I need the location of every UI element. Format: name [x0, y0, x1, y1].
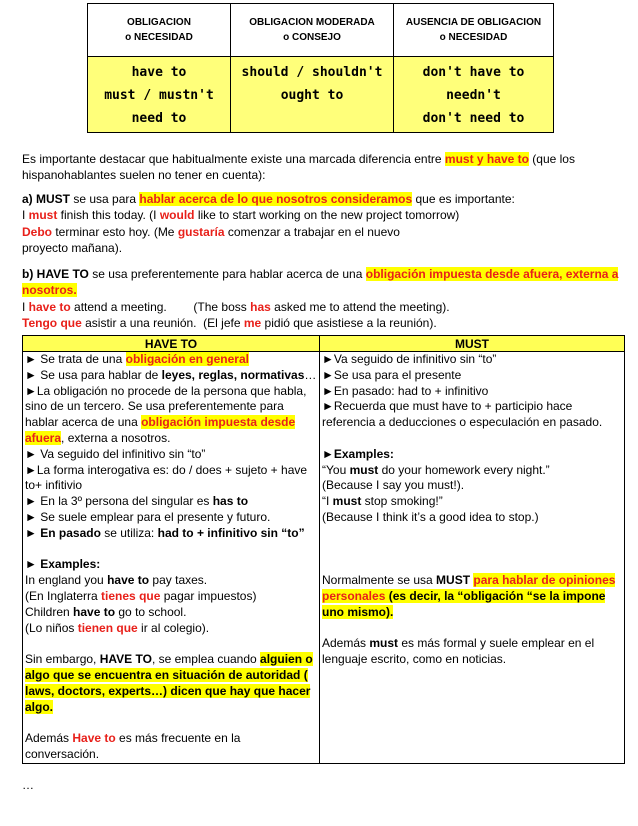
text: (que los hispanohablantes suelen no tener en cuenta):	[22, 152, 575, 183]
highlight: obligación en general	[125, 352, 249, 366]
bold: En pasado	[40, 525, 101, 540]
text: ► Se usa para hablar de	[25, 367, 162, 382]
text: go to school.	[115, 604, 187, 619]
keyword: have to	[28, 299, 71, 314]
line	[25, 368, 317, 384]
header-line: AUSENCIA DE OBLIGACION	[405, 17, 542, 28]
verb-item: must / mustn't	[104, 88, 214, 103]
bold: must	[369, 636, 399, 651]
verb-item: needn't	[446, 88, 501, 103]
keyword: me	[243, 316, 262, 331]
section-a	[22, 191, 622, 257]
text: que es importante:	[412, 192, 515, 206]
label: b) HAVE TO	[22, 267, 89, 281]
text: In england you	[25, 573, 108, 588]
text: Además	[322, 636, 370, 651]
line: (Because I think it’s a good idea to stop.)	[322, 509, 539, 524]
section-a-heading	[22, 191, 622, 207]
keyword: would	[159, 208, 195, 223]
line: ►En pasado: had to + infinitivo	[322, 383, 489, 398]
spacer	[322, 431, 622, 447]
header-ausencia	[394, 4, 554, 57]
line	[25, 589, 317, 605]
text: finish this today. (I	[57, 208, 160, 223]
text: (En Inglaterra	[25, 588, 102, 603]
text: se utiliza:	[100, 525, 158, 540]
text: attend a meeting. (The boss	[70, 299, 251, 314]
keyword: Have to	[72, 731, 116, 746]
section-b-heading	[22, 266, 622, 299]
line	[25, 652, 317, 715]
text: es más formal y suele emplear en el lenguaje escrito, como en noticias.	[322, 636, 595, 667]
examples-label: ►Examples:	[322, 446, 394, 461]
text: terminar esto hoy. (Me	[52, 224, 178, 239]
ellipsis: …	[22, 778, 34, 792]
line	[322, 494, 622, 510]
spacer	[25, 542, 317, 558]
text: se usa para	[70, 192, 140, 206]
verb-item: don't need to	[422, 111, 525, 126]
keyword: has	[250, 299, 271, 314]
text: pay taxes.	[149, 573, 208, 588]
bold: has to	[212, 494, 249, 509]
highlight: obligación impuesta desde afuera, externa a nosotros.	[22, 267, 619, 298]
spacer	[25, 636, 317, 652]
header-moderada	[231, 4, 394, 57]
header-obligacion	[88, 4, 231, 57]
example-en	[22, 207, 622, 223]
spacer	[322, 542, 622, 558]
comparison-table	[22, 335, 625, 764]
bold: leyes, reglas, normativas	[161, 367, 305, 382]
keyword: gustaría	[177, 224, 225, 239]
text: ►	[25, 525, 41, 540]
verb-item: ought to	[280, 88, 344, 103]
highlight: para hablar de opiniones personales	[322, 573, 616, 603]
spacer	[322, 557, 622, 573]
section-b	[22, 266, 622, 332]
keyword: must	[28, 208, 58, 223]
line	[25, 526, 317, 542]
header-line: o CONSEJO	[283, 32, 341, 43]
column-header-have-to: HAVE TO	[23, 336, 320, 352]
keyword: tienes que	[101, 588, 161, 603]
line	[322, 636, 622, 668]
cell-obligacion	[88, 57, 231, 133]
highlight: alguien o algo que se encuentra en situación de autoridad ( laws, doctors, experts…) dicen que hay que hacer algo.	[25, 652, 313, 714]
header-line: o NECESIDAD	[439, 32, 508, 43]
bold: had to + infinitivo sin “to”	[157, 525, 305, 540]
line	[322, 573, 622, 620]
text: …	[304, 367, 317, 382]
text: Además	[25, 731, 73, 746]
text: do your homework every night.”	[378, 462, 550, 477]
line	[25, 573, 317, 589]
example-es	[22, 224, 442, 257]
text: Es importante destacar que habitualmente existe una marcada diferencia entre	[22, 152, 445, 166]
bold: have to	[73, 604, 116, 619]
text: comenzar a trabajar en el nuevo proyecto mañana).	[22, 224, 400, 256]
spacer	[322, 621, 622, 637]
text: like to start working on the new project tomorrow)	[194, 208, 460, 223]
line: ►Se usa para el presente	[322, 367, 462, 382]
label: a) MUST	[22, 192, 70, 206]
highlight: obligación impuesta desde afuera	[25, 415, 296, 445]
line	[25, 494, 317, 510]
have-to-cell	[23, 352, 320, 764]
line	[25, 731, 317, 763]
spacer	[322, 526, 622, 542]
keyword: tienen que	[77, 620, 138, 635]
keyword: Debo	[22, 224, 52, 239]
bold: have to	[107, 573, 150, 588]
text: ► Se trata de una	[25, 352, 126, 366]
keyword: Tengo que	[22, 316, 82, 331]
line	[25, 352, 317, 368]
line: ►Va seguido de infinitivo sin “to”	[322, 352, 497, 366]
text: pagar impuestos)	[160, 588, 257, 603]
bold: MUST	[436, 573, 471, 588]
text: Children	[25, 604, 74, 619]
verb-item: should / shouldn't	[241, 65, 383, 80]
text: “I	[322, 494, 333, 509]
text: , se emplea cuando	[151, 652, 261, 667]
text: Normalmente se usa	[322, 573, 437, 588]
text: Sin embargo,	[25, 652, 100, 667]
cell-moderada	[231, 57, 394, 133]
header-line: OBLIGACION	[127, 17, 191, 28]
text: asistir a una reunión. (El jefe	[81, 316, 244, 331]
text: es más frecuente en la conversación.	[25, 731, 241, 761]
line: ► Se suele emplear para el presente y futuro.	[25, 509, 271, 524]
verb-item: have to	[131, 65, 187, 80]
text: ir al colegio).	[137, 620, 210, 635]
line: ► Va seguido del infinitivo sin “to”	[25, 446, 206, 461]
highlight: must y have to	[444, 152, 529, 166]
line	[25, 621, 317, 637]
modal-verbs-table	[87, 3, 554, 133]
text: I	[22, 299, 29, 314]
examples-label: ► Examples:	[25, 557, 101, 572]
line: ►La forma interogativa es: do / does + sujeto + have to+ infitivio	[25, 462, 308, 493]
text: “You	[322, 462, 350, 477]
highlight: (es decir, la “obligación “se la impone uno mismo).	[322, 588, 606, 619]
header-line: OBLIGACION MODERADA	[249, 17, 375, 28]
example-en	[22, 299, 622, 315]
column-header-must: MUST	[320, 336, 625, 352]
cell-ausencia	[394, 57, 554, 133]
text: stop smoking!”	[361, 494, 443, 509]
verb-item: don't have to	[422, 65, 525, 80]
spacer	[25, 715, 317, 731]
header-line: o NECESIDAD	[125, 32, 193, 43]
bold: must	[332, 494, 362, 509]
verb-item: need to	[131, 111, 187, 126]
text: se usa preferentemente para hablar acerca de una	[88, 267, 366, 281]
line: (Because I say you must!).	[322, 478, 465, 493]
bold: must	[349, 462, 379, 477]
bold: HAVE TO	[99, 652, 152, 667]
text: ►La obligación no procede de la persona que habla, sino de un tercero. Se usa preferentemente para hablar acerca de una	[25, 383, 307, 430]
line	[25, 384, 317, 447]
text: pidió que asistiese a la reunión).	[261, 316, 437, 331]
line	[25, 605, 317, 621]
example-es	[22, 315, 622, 331]
text: (Lo niños	[25, 620, 78, 635]
text: , externa a nosotros.	[61, 430, 171, 445]
highlight: hablar acerca de lo que nosotros consideramos	[139, 192, 413, 206]
intro-paragraph	[22, 151, 622, 184]
text: I	[22, 208, 29, 223]
must-cell	[320, 352, 625, 764]
line: ►Recuerda que must have to + participio hace referencia a deducciones o especulación en pasado.	[322, 399, 603, 430]
text: ► En la 3º persona del singular es	[25, 494, 213, 509]
text: asked me to attend the meeting).	[270, 299, 450, 314]
line	[322, 463, 622, 479]
